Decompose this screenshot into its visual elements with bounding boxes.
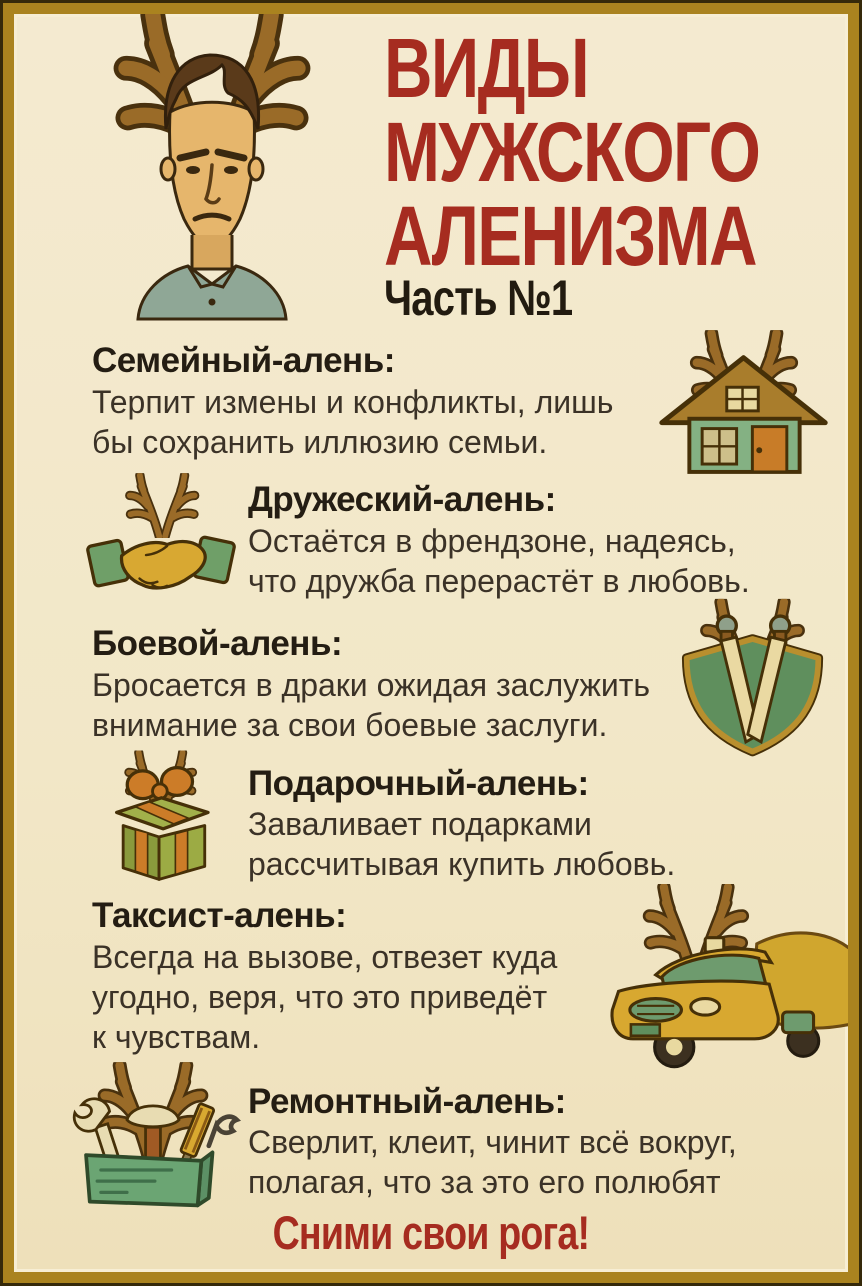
poster-title-line xyxy=(384,21,639,115)
section-body xyxy=(92,937,557,1057)
poster-title-line xyxy=(384,189,848,283)
section-body xyxy=(92,382,613,462)
section-body xyxy=(248,804,675,884)
antlered-man-icon xyxy=(80,14,345,320)
title-text: МУЖСКОГО xyxy=(384,105,760,199)
antlered-toolbox-icon xyxy=(60,1058,246,1216)
subtitle-text: Часть №1 xyxy=(384,270,573,326)
section-heading: Боевой-алень: xyxy=(92,624,343,663)
antlered-house-icon xyxy=(648,330,840,476)
body-line: Сверлит, клеит, чинит всё вокруг, xyxy=(248,1124,737,1160)
body-line: Терпит измены и конфликты, лишь xyxy=(92,384,614,420)
section-body xyxy=(248,521,750,601)
title-text: ВИДЫ xyxy=(384,21,589,115)
body-line: Заваливает подарками xyxy=(248,806,592,842)
body-line: Всегда на вызове, отвезет куда xyxy=(92,939,558,975)
body-line: что дружба перерастёт в любовь. xyxy=(248,563,750,599)
body-line: угодно, веря, что это приведёт xyxy=(92,979,548,1015)
section-body xyxy=(248,1122,737,1202)
section-heading: Подарочный-алень: xyxy=(248,764,589,803)
body-line: внимание за свои боевые заслуги. xyxy=(92,707,608,743)
title-text: АЛЕНИЗМА xyxy=(384,189,756,283)
footer-text: Сними свои рога! xyxy=(272,1206,590,1259)
body-line: Бросается в драки ожидая заслужить xyxy=(92,667,651,703)
antlered-handshake-icon xyxy=(86,462,236,614)
section-heading: Семейный-алень: xyxy=(92,341,395,380)
body-line: рассчитывая купить любовь. xyxy=(248,846,676,882)
poster-footer xyxy=(14,1208,848,1258)
section-heading: Ремонтный-алень: xyxy=(248,1082,566,1121)
antlered-taxi-icon xyxy=(602,884,848,1076)
section-heading: Таксист-алень: xyxy=(92,896,347,935)
body-line: Остаётся в френдзоне, надеясь, xyxy=(248,523,736,559)
antlered-shield-icon xyxy=(660,598,846,762)
poster-content xyxy=(14,14,848,1272)
section-body xyxy=(92,665,650,745)
body-line: полагая, что за это его полюбят xyxy=(248,1164,721,1200)
poster-background xyxy=(14,14,848,1272)
body-line: бы сохранить иллюзию семьи. xyxy=(92,424,548,460)
poster-subtitle xyxy=(384,272,619,324)
body-line: к чувствам. xyxy=(92,1019,261,1055)
antlered-gift-icon xyxy=(84,744,239,894)
section-heading: Дружеский-алень: xyxy=(248,480,556,519)
poster-title-line xyxy=(384,105,848,199)
